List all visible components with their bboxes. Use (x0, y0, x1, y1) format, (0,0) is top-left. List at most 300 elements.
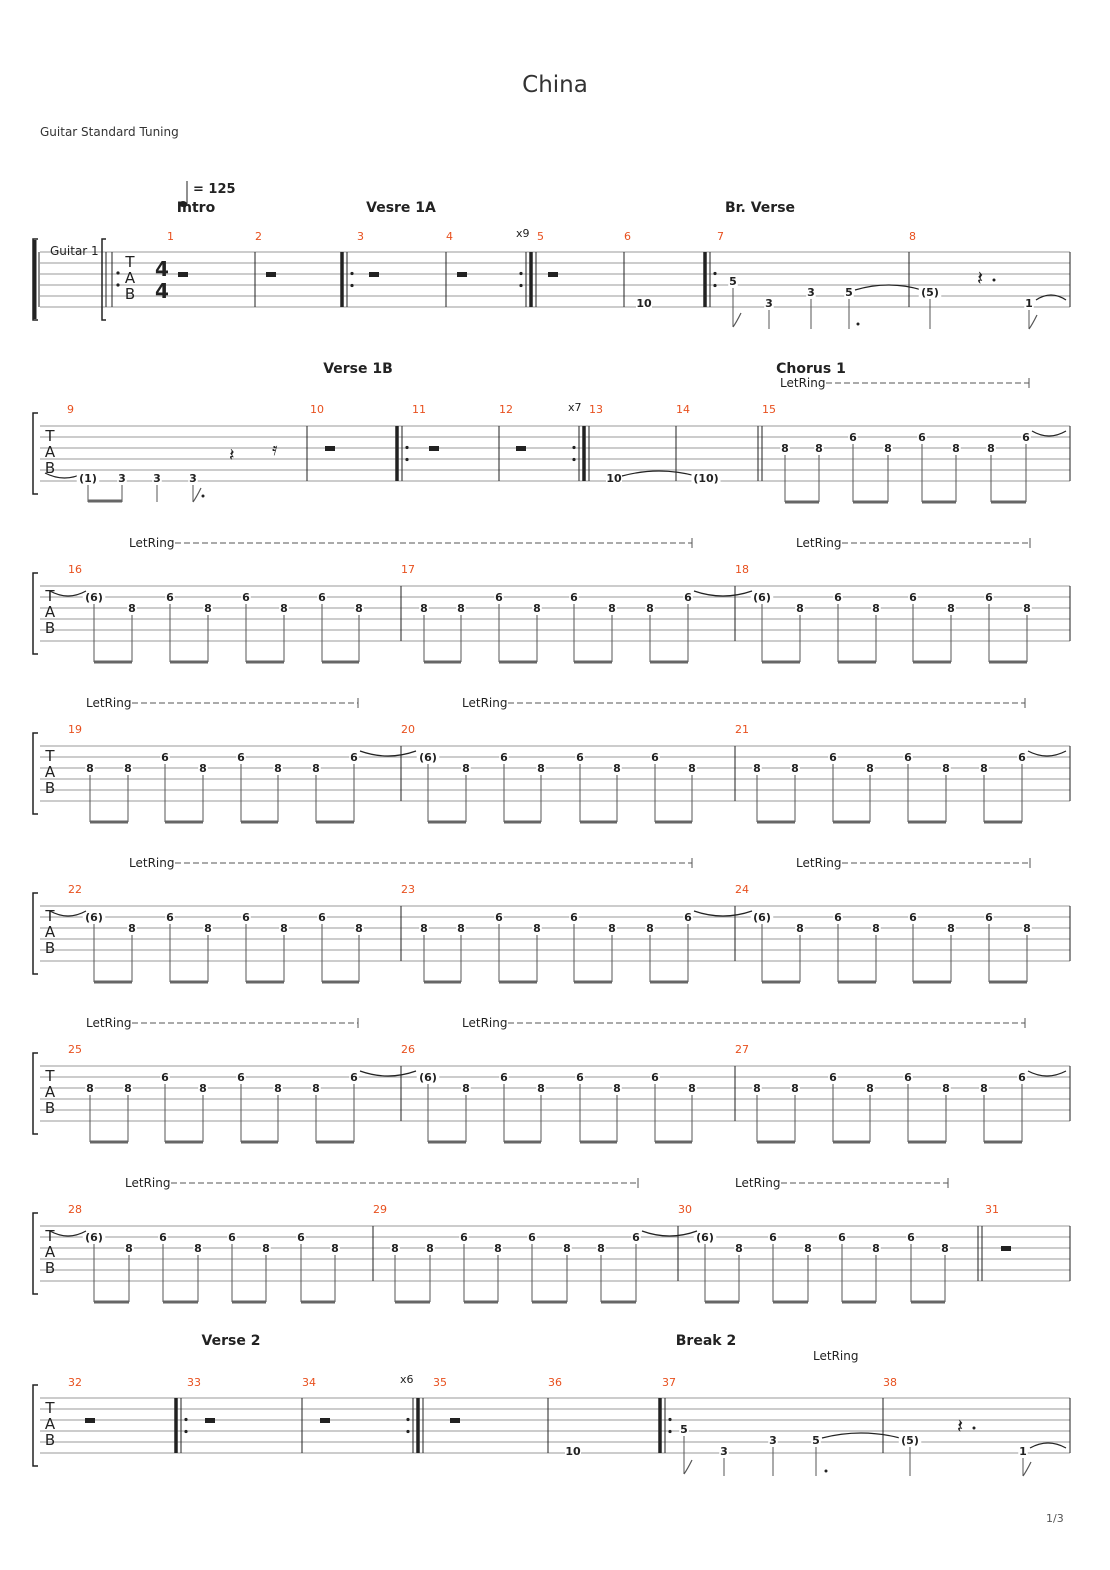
fret-number: 3 (769, 1434, 777, 1447)
note-beam (574, 981, 612, 984)
note-beam (428, 821, 466, 824)
repeat-dot (713, 284, 716, 287)
fret-number: 6 (632, 1231, 640, 1244)
repeat-dot (350, 272, 353, 275)
fret-number: 8 (312, 1082, 320, 1095)
note-beam (574, 661, 612, 664)
fret-number: 8 (204, 602, 212, 615)
tie-arc (855, 285, 922, 290)
half-rest (516, 446, 526, 451)
tab-clef-letter: B (44, 619, 56, 637)
section-label: Break 2 (675, 1333, 737, 1349)
tie-arc (642, 1231, 697, 1236)
measure-number: 20 (401, 723, 415, 736)
note-flag (733, 313, 741, 327)
note-beam (241, 821, 278, 824)
fret-number: 6 (528, 1231, 536, 1244)
let-ring-label: LetRing (462, 696, 508, 710)
let-ring-label: LetRing (129, 536, 175, 550)
tab-clef-letter: T (45, 1227, 55, 1245)
let-ring-label: LetRing (796, 536, 842, 550)
let-ring-label: LetRing (780, 376, 826, 390)
repeat-dot (405, 458, 408, 461)
note-beam (499, 981, 537, 984)
time-sig-bottom: 4 (155, 279, 169, 303)
note-beam (762, 661, 800, 664)
fret-number: 6 (350, 751, 358, 764)
fret-number: 1 (1019, 1445, 1027, 1458)
measure-number: 25 (68, 1043, 82, 1056)
measure-number: 38 (883, 1376, 897, 1389)
repeat-dot (350, 284, 353, 287)
fret-number: 8 (947, 922, 955, 935)
fret-number: 8 (646, 602, 654, 615)
fret-number: 6 (242, 591, 250, 604)
fret-number: 6 (985, 591, 993, 604)
section-label: Chorus 1 (776, 361, 846, 377)
repeat-dot (668, 1418, 671, 1421)
tie-arc (50, 911, 86, 916)
fret-number: 8 (533, 922, 541, 935)
note-beam (246, 981, 284, 984)
tie-arc (360, 1071, 416, 1076)
note-beam (163, 1301, 198, 1304)
fret-number: 6 (829, 1071, 837, 1084)
fret-number: 6 (1018, 1071, 1026, 1084)
fret-number: 8 (124, 1082, 132, 1095)
measure-number: 37 (662, 1376, 676, 1389)
fret-number: (6) (753, 911, 771, 924)
system-brace (33, 893, 38, 974)
tie-arc (1030, 1443, 1066, 1448)
tie-arc (1032, 431, 1066, 436)
fret-number: 8 (533, 602, 541, 615)
note-beam (241, 1141, 278, 1144)
note-beam (532, 1301, 567, 1304)
note-beam (650, 661, 688, 664)
fret-number: (5) (921, 286, 939, 299)
fret-number: 8 (866, 1082, 874, 1095)
fret-number: 8 (194, 1242, 202, 1255)
note-beam (316, 1141, 354, 1144)
measure-number: 5 (537, 230, 544, 243)
note-beam (94, 981, 132, 984)
note-beam (170, 661, 208, 664)
fret-number: 8 (262, 1242, 270, 1255)
fret-number: 8 (942, 762, 950, 775)
fret-number: 6 (161, 751, 169, 764)
fret-number: 6 (495, 911, 503, 924)
time-sig-top: 4 (155, 257, 169, 281)
let-ring-label: LetRing (735, 1176, 781, 1190)
repeat-dot (519, 284, 522, 287)
tab-clef-letter: B (44, 1099, 56, 1117)
fret-number: 6 (904, 1071, 912, 1084)
fret-number: 8 (86, 1082, 94, 1095)
fret-number: 8 (124, 762, 132, 775)
repeat-dot (713, 272, 716, 275)
fret-number: 6 (350, 1071, 358, 1084)
fret-number: 6 (166, 591, 174, 604)
fret-number: 8 (753, 1082, 761, 1095)
note-beam (838, 981, 876, 984)
fret-number: (6) (696, 1231, 714, 1244)
tie-arc (694, 591, 752, 596)
half-rest (85, 1418, 95, 1423)
dot (825, 1470, 828, 1473)
quarter-rest: 𝄽 (977, 266, 984, 290)
system-brace (33, 733, 38, 814)
fret-number: 6 (907, 1231, 915, 1244)
let-ring-label: LetRing (796, 856, 842, 870)
measure-number: 4 (446, 230, 453, 243)
note-beam (655, 821, 692, 824)
fret-number: 6 (904, 751, 912, 764)
note-beam (322, 981, 359, 984)
repeat-dot (519, 272, 522, 275)
fret-number: 8 (804, 1242, 812, 1255)
fret-number: 8 (608, 602, 616, 615)
note-beam (94, 661, 132, 664)
note-beam (232, 1301, 266, 1304)
note-beam (833, 821, 870, 824)
fret-number: 3 (765, 297, 773, 310)
fret-number: 8 (462, 1082, 470, 1095)
half-rest (266, 272, 276, 277)
note-beam (908, 1141, 946, 1144)
fret-number: 6 (651, 751, 659, 764)
tab-clef-letter: A (124, 269, 136, 287)
fret-number: 6 (849, 431, 857, 444)
half-rest (457, 272, 467, 277)
let-ring-label: LetRing (129, 856, 175, 870)
note-beam (504, 821, 541, 824)
tab-clef-letter: A (44, 763, 56, 781)
section-label: Verse 2 (201, 1333, 261, 1349)
tab-clef-letter: T (45, 907, 55, 925)
note-flag (684, 1460, 692, 1474)
note-beam (773, 1301, 808, 1304)
measure-number: 8 (909, 230, 916, 243)
note-beam (757, 821, 795, 824)
fret-number: 8 (781, 442, 789, 455)
fret-number: 8 (735, 1242, 743, 1255)
note-flag (1023, 1462, 1031, 1476)
repeat-dot (184, 1430, 187, 1433)
tab-clef-letter: A (44, 443, 56, 461)
fret-number: 3 (189, 472, 197, 485)
fret-number: 6 (834, 911, 842, 924)
tab-clef-letter: T (45, 1399, 55, 1417)
fret-number: 8 (952, 442, 960, 455)
fret-number: 8 (537, 1082, 545, 1095)
fret-number: 6 (684, 911, 692, 924)
quarter-rest: 𝄽 (229, 445, 235, 466)
note-beam (922, 501, 956, 504)
section-label: Intro (176, 200, 216, 216)
fret-number: 8 (608, 922, 616, 935)
system-brace (33, 1053, 38, 1134)
fret-number: 3 (153, 472, 161, 485)
fret-number: (6) (419, 751, 437, 764)
fret-number: 10 (606, 472, 622, 485)
fret-number: 8 (866, 762, 874, 775)
fret-number: 6 (985, 911, 993, 924)
fret-number: (6) (85, 911, 103, 924)
fret-number: 6 (237, 751, 245, 764)
fret-number: 8 (86, 762, 94, 775)
tab-clef-letter: B (44, 459, 56, 477)
fret-number: 8 (128, 602, 136, 615)
fret-number: 8 (563, 1242, 571, 1255)
measure-number: 3 (357, 230, 364, 243)
half-rest (320, 1418, 330, 1423)
tie-arc (1028, 1071, 1066, 1076)
fret-number: 8 (457, 602, 465, 615)
fret-number: 6 (159, 1231, 167, 1244)
fret-number: 8 (1023, 922, 1031, 935)
tab-clef-letter: T (45, 427, 55, 445)
fret-number: 8 (355, 922, 363, 935)
fret-number: 3 (720, 1445, 728, 1458)
measure-number: 21 (735, 723, 749, 736)
measure-number: 31 (985, 1203, 999, 1216)
fret-number: 6 (909, 911, 917, 924)
note-beam (246, 661, 284, 664)
note-beam (580, 821, 617, 824)
tab-clef-letter: A (44, 1243, 56, 1261)
fret-number: 8 (987, 442, 995, 455)
fret-number: 6 (1022, 431, 1030, 444)
note-beam (94, 1301, 129, 1304)
measure-number: 6 (624, 230, 631, 243)
dot (973, 1427, 976, 1430)
note-beam (601, 1301, 636, 1304)
note-beam (833, 1141, 870, 1144)
note-beam (762, 981, 800, 984)
note-beam (580, 1141, 617, 1144)
note-beam (838, 661, 876, 664)
repeat-dot (406, 1430, 409, 1433)
let-ring-label: LetRing (125, 1176, 171, 1190)
dot (993, 279, 996, 282)
measure-number: 14 (676, 403, 690, 416)
fret-number: 6 (228, 1231, 236, 1244)
fret-number: 8 (199, 762, 207, 775)
note-beam (424, 981, 461, 984)
fret-number: 8 (796, 922, 804, 935)
fret-number: 8 (280, 922, 288, 935)
note-beam (395, 1301, 430, 1304)
section-label: Verse 1B (323, 361, 393, 377)
system-brace (33, 1213, 38, 1294)
note-beam (705, 1301, 739, 1304)
fret-number: 5 (812, 1434, 820, 1447)
fret-number: 6 (318, 911, 326, 924)
fret-number: 8 (204, 922, 212, 935)
tab-clef-letter: B (44, 779, 56, 797)
fret-number: 3 (807, 286, 815, 299)
measure-number: 17 (401, 563, 415, 576)
dot (857, 323, 860, 326)
tab-clef-letter: B (124, 285, 136, 303)
fret-number: 6 (570, 911, 578, 924)
measure-number: 29 (373, 1203, 387, 1216)
fret-number: 8 (872, 602, 880, 615)
fret-number: 6 (166, 911, 174, 924)
sixteenth-rest: 𝄿 (272, 439, 278, 460)
fret-number: 6 (829, 751, 837, 764)
measure-number: 34 (302, 1376, 316, 1389)
fret-number: 6 (297, 1231, 305, 1244)
repeat-dot (572, 458, 575, 461)
note-beam (499, 661, 537, 664)
let-ring-label: LetRing (462, 1016, 508, 1030)
note-beam (301, 1301, 335, 1304)
repeat-dot (572, 446, 575, 449)
tie-arc (694, 911, 752, 916)
tab-clef-letter: A (44, 603, 56, 621)
tie-arc (822, 1433, 900, 1438)
fret-number: 6 (769, 1231, 777, 1244)
note-beam (913, 661, 951, 664)
fret-number: 6 (500, 1071, 508, 1084)
note-beam (316, 821, 354, 824)
fret-number: 6 (909, 591, 917, 604)
fret-number: 8 (312, 762, 320, 775)
fret-number: 6 (237, 1071, 245, 1084)
let-ring-label: LetRing (86, 1016, 132, 1030)
measure-number: 12 (499, 403, 513, 416)
song-title: China (522, 72, 588, 98)
measure-number: 2 (255, 230, 262, 243)
measure-number: 19 (68, 723, 82, 736)
measure-number: 36 (548, 1376, 562, 1389)
fret-number: (1) (79, 472, 97, 485)
measure-number: 28 (68, 1203, 82, 1216)
page-number: 1/3 (1046, 1512, 1064, 1525)
half-rest (450, 1418, 460, 1423)
fret-number: 1 (1025, 297, 1033, 310)
measure-number: 30 (678, 1203, 692, 1216)
system-brace (33, 573, 38, 654)
tab-clef-letter: B (44, 1259, 56, 1277)
tie-arc (1028, 751, 1066, 756)
fret-number: (5) (901, 1434, 919, 1447)
system-brace (33, 1385, 38, 1466)
measure-number: 7 (717, 230, 724, 243)
fret-number: (6) (85, 591, 103, 604)
tuning-label: Guitar Standard Tuning (40, 125, 179, 139)
measure-number: 33 (187, 1376, 201, 1389)
note-beam (911, 1301, 945, 1304)
note-beam (984, 1141, 1022, 1144)
fret-number: 8 (980, 1082, 988, 1095)
fret-number: 8 (199, 1082, 207, 1095)
fret-number: 6 (242, 911, 250, 924)
fret-number: 8 (942, 1082, 950, 1095)
repeat-dot (405, 446, 408, 449)
fret-number: 8 (462, 762, 470, 775)
fret-number: 8 (688, 1082, 696, 1095)
note-beam (842, 1301, 876, 1304)
system-brace (102, 239, 106, 320)
tab-clef-letter: T (45, 587, 55, 605)
tab-clef-letter: A (44, 1415, 56, 1433)
note-flag (193, 488, 201, 502)
fret-number: (6) (419, 1071, 437, 1084)
repeat-dot (406, 1418, 409, 1421)
measure-number: 16 (68, 563, 82, 576)
repeat-dot (668, 1430, 671, 1433)
tab-clef-letter: A (44, 1083, 56, 1101)
fret-number: 3 (118, 472, 126, 485)
fret-number: 8 (872, 922, 880, 935)
system-brace (33, 413, 38, 494)
fret-number: 6 (838, 1231, 846, 1244)
note-beam (989, 661, 1027, 664)
note-beam (991, 501, 1026, 504)
measure-number: 23 (401, 883, 415, 896)
repeat-count: x7 (568, 401, 582, 414)
note-beam (322, 661, 359, 664)
half-rest (205, 1418, 215, 1423)
measure-number: 11 (412, 403, 426, 416)
fret-number: 10 (636, 297, 652, 310)
measure-number: 10 (310, 403, 324, 416)
fret-number: 8 (391, 1242, 399, 1255)
fret-number: 8 (128, 922, 136, 935)
fret-number: 8 (791, 1082, 799, 1095)
fret-number: 8 (947, 602, 955, 615)
tab-clef-letter: T (45, 1067, 55, 1085)
fret-number: 6 (161, 1071, 169, 1084)
fret-number: 8 (884, 442, 892, 455)
dot (202, 495, 205, 498)
quarter-rest: 𝄽 (957, 1414, 964, 1438)
repeat-count: x9 (516, 227, 530, 240)
note-beam (655, 1141, 692, 1144)
measure-number: 24 (735, 883, 749, 896)
note-beam (913, 981, 951, 984)
let-ring-label: LetRing (813, 1349, 859, 1363)
fret-number: 6 (460, 1231, 468, 1244)
tab-clef-letter: T (45, 747, 55, 765)
fret-number: 6 (318, 591, 326, 604)
note-beam (908, 821, 946, 824)
half-rest (429, 446, 439, 451)
tab-clef-letter: B (44, 939, 56, 957)
note-beam (989, 981, 1027, 984)
fret-number: 6 (834, 591, 842, 604)
fret-number: 6 (576, 751, 584, 764)
fret-number: 6 (1018, 751, 1026, 764)
fret-number: 5 (845, 286, 853, 299)
section-label: Vesre 1A (366, 200, 436, 216)
fret-number: 8 (420, 602, 428, 615)
fret-number: 6 (651, 1071, 659, 1084)
fret-number: (6) (85, 1231, 103, 1244)
tie-arc (50, 1231, 86, 1236)
note-beam (464, 1301, 498, 1304)
fret-number: 8 (815, 442, 823, 455)
note-beam (90, 1141, 128, 1144)
fret-number: 8 (791, 762, 799, 775)
fret-number: 8 (274, 1082, 282, 1095)
note-beam (504, 1141, 541, 1144)
measure-number: 9 (67, 403, 74, 416)
tab-clef-letter: T (125, 253, 135, 271)
